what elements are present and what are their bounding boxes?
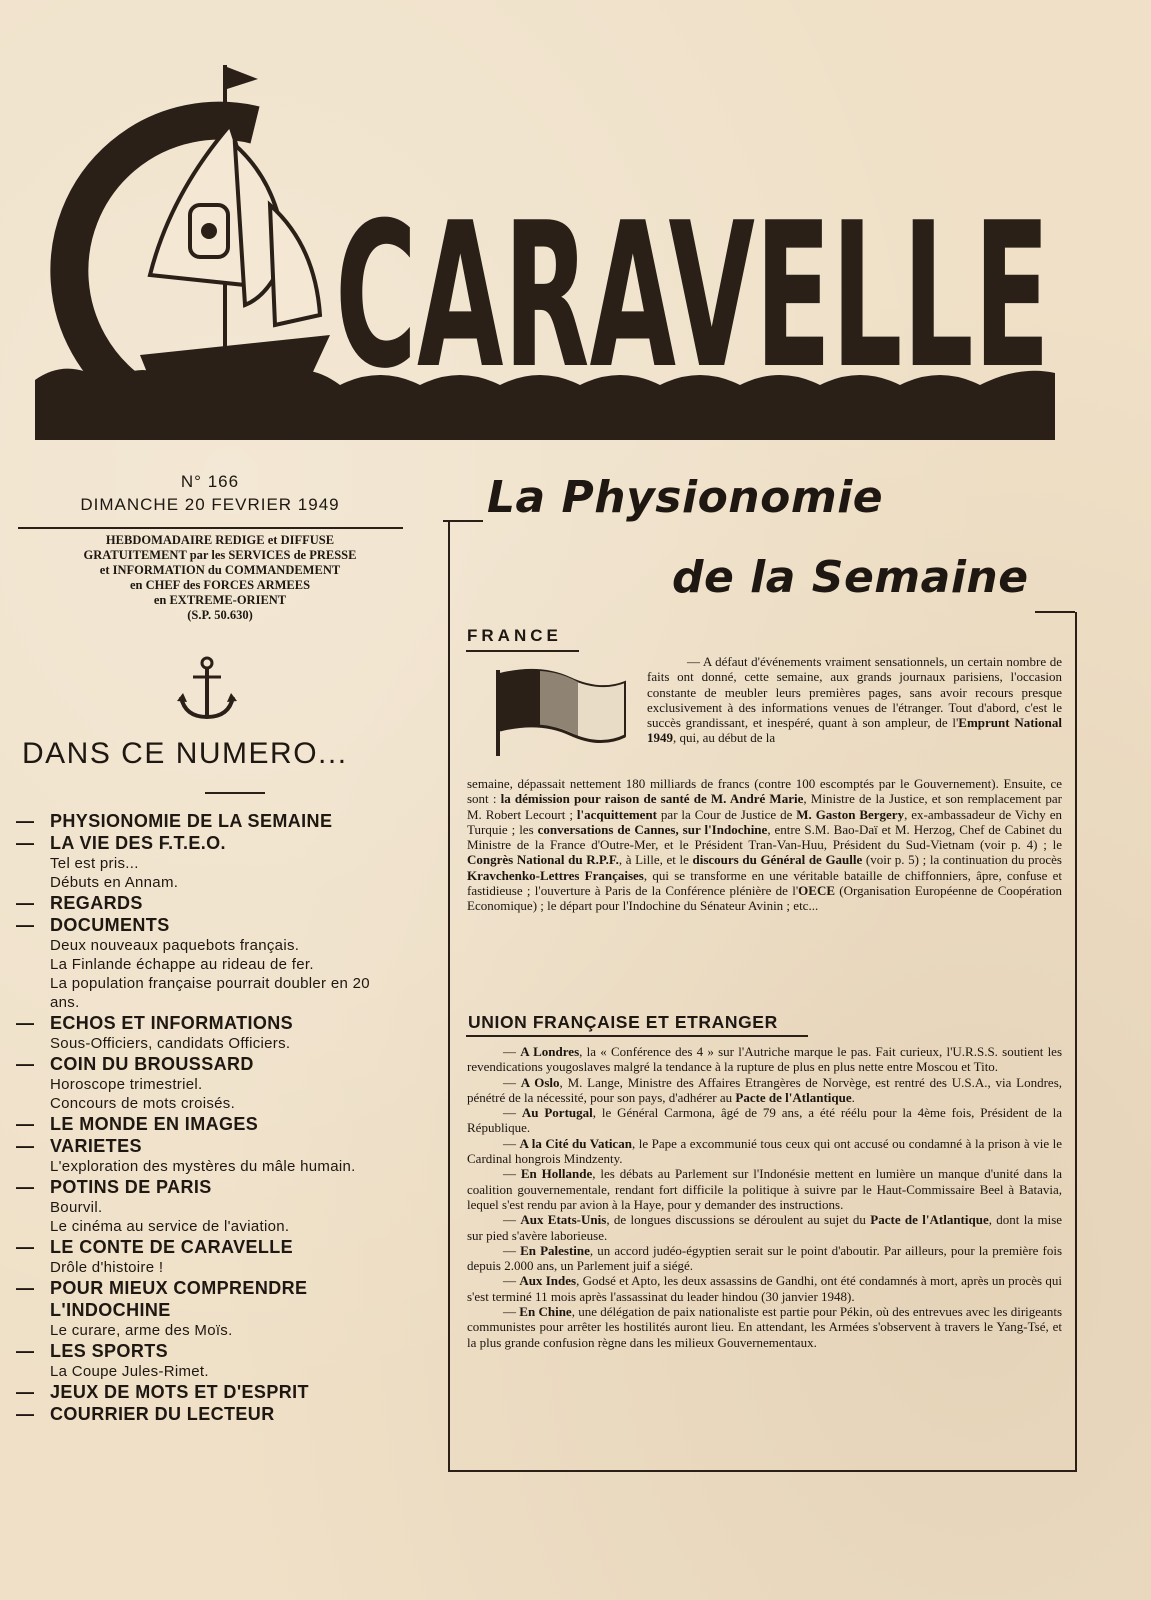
text-run: , de longues discussions se déroulent au sujet du — [606, 1212, 871, 1228]
text-run-bold: Congrès National du R.P.F. — [467, 852, 619, 868]
toc-entry-body — [50, 914, 406, 1012]
toc-entry — [16, 1236, 406, 1277]
publisher-line: et INFORMATION du COMMANDEMENT — [99, 563, 341, 577]
article-frame — [448, 1470, 1076, 1472]
masthead-title: CARAVELLE — [335, 180, 1050, 413]
toc-entry-subtitle: La Finlande échappe au rideau de fer. — [50, 956, 314, 973]
text-run-bold: conversations de Cannes, sur l'Indochine — [537, 821, 768, 837]
toc-dash: — — [16, 833, 34, 853]
text-run: par la Cour de Justice de — [657, 806, 797, 822]
french-flag-image — [490, 664, 630, 759]
text-run-bold: OECE — [798, 883, 836, 899]
text-run-bold: Pacte de l'Atlantique — [870, 1212, 989, 1228]
publisher-line: HEBDOMADAIRE REDIGE et DIFFUSE — [105, 533, 335, 547]
text-run: — — [503, 1212, 521, 1228]
issue-number: N° 166 — [180, 472, 240, 491]
toc-entry — [16, 1381, 406, 1403]
france-body-text — [467, 776, 1062, 914]
toc-dash: — — [16, 1382, 34, 1402]
masthead — [30, 55, 1080, 455]
toc-entry-subtitle: Concours de mots croisés. — [50, 1095, 236, 1112]
toc-entry-body — [50, 1053, 406, 1113]
toc-entry — [16, 1340, 406, 1381]
text-run: , Godsé et Apto, les deux assassins de Gandhi, ont été condamnés à mort, après un procès qui s'est terminé 11 mois après l'assassinat du leader hindou (30 janvier 1948). — [467, 1273, 1062, 1304]
news-paragraph — [467, 1136, 1062, 1167]
toc-entry-title: REGARDS — [50, 893, 143, 913]
news-paragraph — [467, 1304, 1062, 1350]
toc-entry-subtitle: Drôle d'histoire ! — [50, 1259, 164, 1276]
publisher-line: (S.P. 50.630) — [187, 608, 253, 622]
text-run: . — [851, 1089, 855, 1105]
news-paragraph — [467, 1044, 1062, 1075]
text-run-bold: Au Portugal — [521, 1105, 593, 1121]
toc-entry-body — [50, 832, 406, 892]
text-run-bold: A Oslo — [520, 1074, 560, 1090]
news-paragraph — [467, 1243, 1062, 1274]
text-run: , un accord judéo-égyptien serait sur le point d'aboutir. Par ailleurs, pour la première fois depuis 2.000 ans, un Parlement juif a siégé. — [467, 1242, 1063, 1274]
toc-entry-body — [50, 892, 406, 914]
toc-entry — [16, 1135, 406, 1176]
toc-entry-body — [50, 1381, 406, 1403]
news-paragraph — [467, 1166, 1062, 1212]
toc-entry-title: LES SPORTS — [50, 1341, 169, 1361]
contents-title: DANS CE NUMERO... — [22, 737, 348, 770]
toc-entry-body — [50, 1236, 406, 1277]
text-run: (voir p. 5) ; la continuation du procès — [862, 852, 1062, 868]
section-heading-france: FRANCE — [467, 626, 562, 645]
toc-entry — [16, 1012, 406, 1053]
text-run: — — [503, 1166, 521, 1182]
text-run: — — [503, 1273, 520, 1289]
text-run: , Ministre de la Justice, et son remplacement par M. Robert Lecourt ; — [467, 791, 1062, 822]
text-run-bold: Kravchenko-Lettres Françaises — [467, 867, 644, 883]
toc-entry — [16, 1403, 406, 1425]
divider — [466, 1035, 808, 1037]
text-run: , une délégation de paix nationaliste est partie pour Pékin, où des entrevues avec les dirigeants communistes pour arrêter les hostilités auront lieu. En attendant, les Armées s'observent à travers le Yang-Tsé, et la plus grande confusion règne dans les milieux Gouvernementaux. — [467, 1304, 1063, 1350]
table-of-contents — [16, 810, 406, 1425]
toc-entry-body — [50, 1403, 406, 1425]
text-run-bold: Aux Etats-Unis — [520, 1212, 607, 1228]
news-paragraph — [467, 1105, 1062, 1136]
toc-entry-subtitle: L'exploration des mystères du mâle humain. — [50, 1158, 356, 1175]
toc-entry-title: ECHOS ET INFORMATIONS — [50, 1013, 294, 1033]
text-run-bold: A la Cité du Vatican — [519, 1135, 632, 1151]
toc-dash: — — [16, 1278, 34, 1298]
toc-entry-body — [50, 1113, 406, 1135]
toc-entry-body — [50, 810, 406, 832]
text-run: , qui, au début de la — [673, 730, 776, 746]
toc-entry-subtitle: Horoscope trimestriel. — [50, 1076, 203, 1093]
toc-entry-body — [50, 1277, 406, 1340]
text-run: , le Général Carmona, âgé de 79 ans, a été réélu pour la 4ème fois, Président de la République. — [467, 1105, 1063, 1136]
toc-entry — [16, 914, 406, 1012]
toc-entry-title: VARIETES — [50, 1136, 142, 1156]
toc-entry — [16, 1176, 406, 1236]
text-run: — — [503, 1044, 521, 1059]
news-paragraph — [467, 1212, 1062, 1243]
toc-entry-subtitle: Le curare, arme des Moïs. — [50, 1322, 233, 1339]
text-run-bold: Emprunt National 1949 — [647, 715, 1063, 746]
text-run: , la « Conférence des 4 » sur l'Autriche marque le pas. Fait curieux, l'U.R.S.S. soutient les revendications yougoslaves malgré la tendance à la rupture de plus en plus nette entre Moscou et Tito. — [467, 1044, 1063, 1075]
text-run-bold: discours du Général de Gaulle — [692, 852, 863, 868]
toc-dash: — — [16, 1114, 34, 1134]
text-run: , dont la mise sur pied s'avère laborieuse. — [467, 1212, 1063, 1243]
toc-entry-title: POTINS DE PARIS — [50, 1177, 212, 1197]
text-run: — — [503, 1304, 520, 1320]
toc-entry-title: DOCUMENTS — [50, 915, 170, 935]
toc-entry-body — [50, 1176, 406, 1236]
toc-entry-title: POUR MIEUX COMPRENDRE L'INDOCHINE — [50, 1278, 308, 1320]
toc-entry-title: LE CONTE DE CARAVELLE — [50, 1237, 294, 1257]
toc-entry-subtitle: Le cinéma au service de l'aviation. — [50, 1218, 290, 1235]
toc-entry-subtitle: Deux nouveaux paquebots français. — [50, 937, 300, 954]
toc-dash: — — [16, 1054, 34, 1074]
text-run-bold: En Palestine — [520, 1242, 590, 1258]
toc-entry — [16, 1113, 406, 1135]
divider — [205, 792, 265, 794]
publisher-line: en EXTREME-ORIENT — [153, 593, 287, 607]
text-run: (Organisation Européenne de Coopération Economique) ; le départ pour l'Indochine du Sénateur Avinin ; etc... — [467, 883, 1062, 914]
article-frame — [1075, 612, 1077, 1472]
toc-entry — [16, 1277, 406, 1340]
toc-entry-body — [50, 1012, 406, 1053]
anchor-icon — [175, 655, 239, 725]
france-intro-text — [647, 654, 1062, 746]
text-run: — — [503, 1135, 520, 1151]
text-run-bold: l'acquittement — [576, 806, 658, 822]
text-run-bold: la démission pour raison de santé de M. André Marie — [500, 791, 804, 807]
issue-date: DIMANCHE 20 FEVRIER 1949 — [80, 495, 340, 514]
publisher-line: GRATUITEMENT par les SERVICES de PRESSE — [83, 548, 357, 562]
news-paragraph — [467, 1273, 1062, 1304]
toc-entry-subtitle: Bourvil. — [50, 1199, 103, 1216]
toc-entry-subtitle: La population française pourrait doubler en 20 ans. — [50, 975, 370, 1011]
news-paragraph — [467, 1075, 1062, 1106]
text-run: , le Pape a excommunié tous ceux qui ont accusé ou condamné à la prison à vie le Cardinal hongrois Mindzenty. — [467, 1135, 1063, 1167]
text-run-bold: Aux Indes — [519, 1273, 577, 1289]
toc-entry — [16, 810, 406, 832]
text-run-bold: A Londres — [520, 1044, 580, 1059]
toc-entry-title: JEUX DE MOTS ET D'ESPRIT — [50, 1382, 309, 1402]
text-run: — — [503, 1074, 521, 1090]
article-title-line2: de la Semaine — [672, 552, 1029, 603]
toc-entry-title: COIN DU BROUSSARD — [50, 1054, 254, 1074]
text-run: — — [503, 1242, 521, 1258]
text-run: , ex-ambassadeur de Vichy en Turquie ; les — [467, 806, 1062, 837]
text-run-bold: Pacte de l'Atlantique — [735, 1089, 852, 1105]
text-run: semaine, dépassait nettement 180 milliards de francs (contre 100 escomptés par le Gouvernement). Ensuite, ce sont : — [467, 776, 1062, 807]
toc-dash: — — [16, 1404, 34, 1424]
text-run: , M. Lange, Ministre des Affaires Etrangères de Norvège, est rentré des U.S.A., via Londres, pénétré de la nécessité, pour son pays, d'adhérer au — [467, 1074, 1063, 1105]
toc-dash: — — [16, 1013, 34, 1033]
toc-entry-body — [50, 1340, 406, 1381]
toc-entry-body — [50, 1135, 406, 1176]
toc-entry-title: COURRIER DU LECTEUR — [50, 1404, 275, 1424]
toc-entry-subtitle: Tel est pris... — [50, 855, 139, 872]
text-run-bold: En Hollande — [520, 1166, 593, 1182]
toc-dash: — — [16, 1237, 34, 1257]
text-run: , qui se transforme en une véritable bataille de chiffonniers, âpre, confuse et fastidieuse ; l'ouverture à Paris de la Conférence plénière de l' — [467, 867, 1062, 899]
toc-entry-subtitle: Sous-Officiers, candidats Officiers. — [50, 1035, 291, 1052]
divider — [1035, 611, 1075, 613]
toc-dash: — — [16, 1177, 34, 1197]
toc-dash: — — [16, 915, 34, 935]
text-run: , entre S.M. Bao-Daï et M. Herzog, Chef de Cabinet du Ministre de la France d'Outre-Mer, et le Président Tran-Van-Huu, Président du Sud-Vietnam (voir p. 4) ; le — [467, 821, 1063, 853]
toc-entry — [16, 892, 406, 914]
toc-entry-title: PHYSIONOMIE DE LA SEMAINE — [50, 811, 333, 831]
toc-dash: — — [16, 1341, 34, 1361]
toc-dash: — — [16, 811, 34, 831]
divider — [466, 650, 579, 652]
text-run-bold: En Chine — [519, 1304, 572, 1320]
toc-entry-subtitle: La Coupe Jules-Rimet. — [50, 1363, 209, 1380]
text-run-bold: M. Gaston Bergery — [796, 806, 905, 822]
text-run: — A défaut d'événements vraiment sensationnels, un certain nombre de faits ont donné, cette semaine, aux grands journaux parisiens, l'occasion constante de meubler leurs premières pages, sans avoir recours presque exclusivement à des informations venues de l'étranger. Tout d'abord, c'est le succès grandissant, et inespéré, quant à son ampleur, de l' — [647, 654, 1062, 731]
toc-entry — [16, 832, 406, 892]
text-run: , à Lille, et le — [618, 852, 693, 868]
article-frame — [448, 522, 450, 1472]
toc-dash: — — [16, 893, 34, 913]
divider — [18, 527, 403, 529]
toc-entry — [16, 1053, 406, 1113]
toc-entry-title: LE MONDE EN IMAGES — [50, 1114, 259, 1134]
toc-dash: — — [16, 1136, 34, 1156]
text-run: , les débats au Parlement sur l'Indonésie mettent en lumière un manque d'unité dans la coalition gouvernementale, rendant fort difficile la politique à suivre par le Haut-Commissaire Beel à Batavia, lequel s'est rendu par avion à la Haye, pour y demander des instructions. — [467, 1166, 1063, 1212]
publisher-notice — [30, 533, 410, 623]
text-run: — — [503, 1105, 522, 1121]
caravelle-ship-logo — [30, 55, 1080, 455]
publisher-line: en CHEF des FORCES ARMEES — [129, 578, 311, 592]
issue-info — [40, 472, 380, 515]
toc-entry-subtitle: Débuts en Annam. — [50, 874, 179, 891]
toc-entry-title: LA VIE DES F.T.E.O. — [50, 833, 226, 853]
section-heading-union: UNION FRANÇAISE ET ETRANGER — [468, 1012, 778, 1032]
article-title-line1: La Physionomie — [487, 472, 884, 523]
union-body-text — [467, 1044, 1062, 1350]
